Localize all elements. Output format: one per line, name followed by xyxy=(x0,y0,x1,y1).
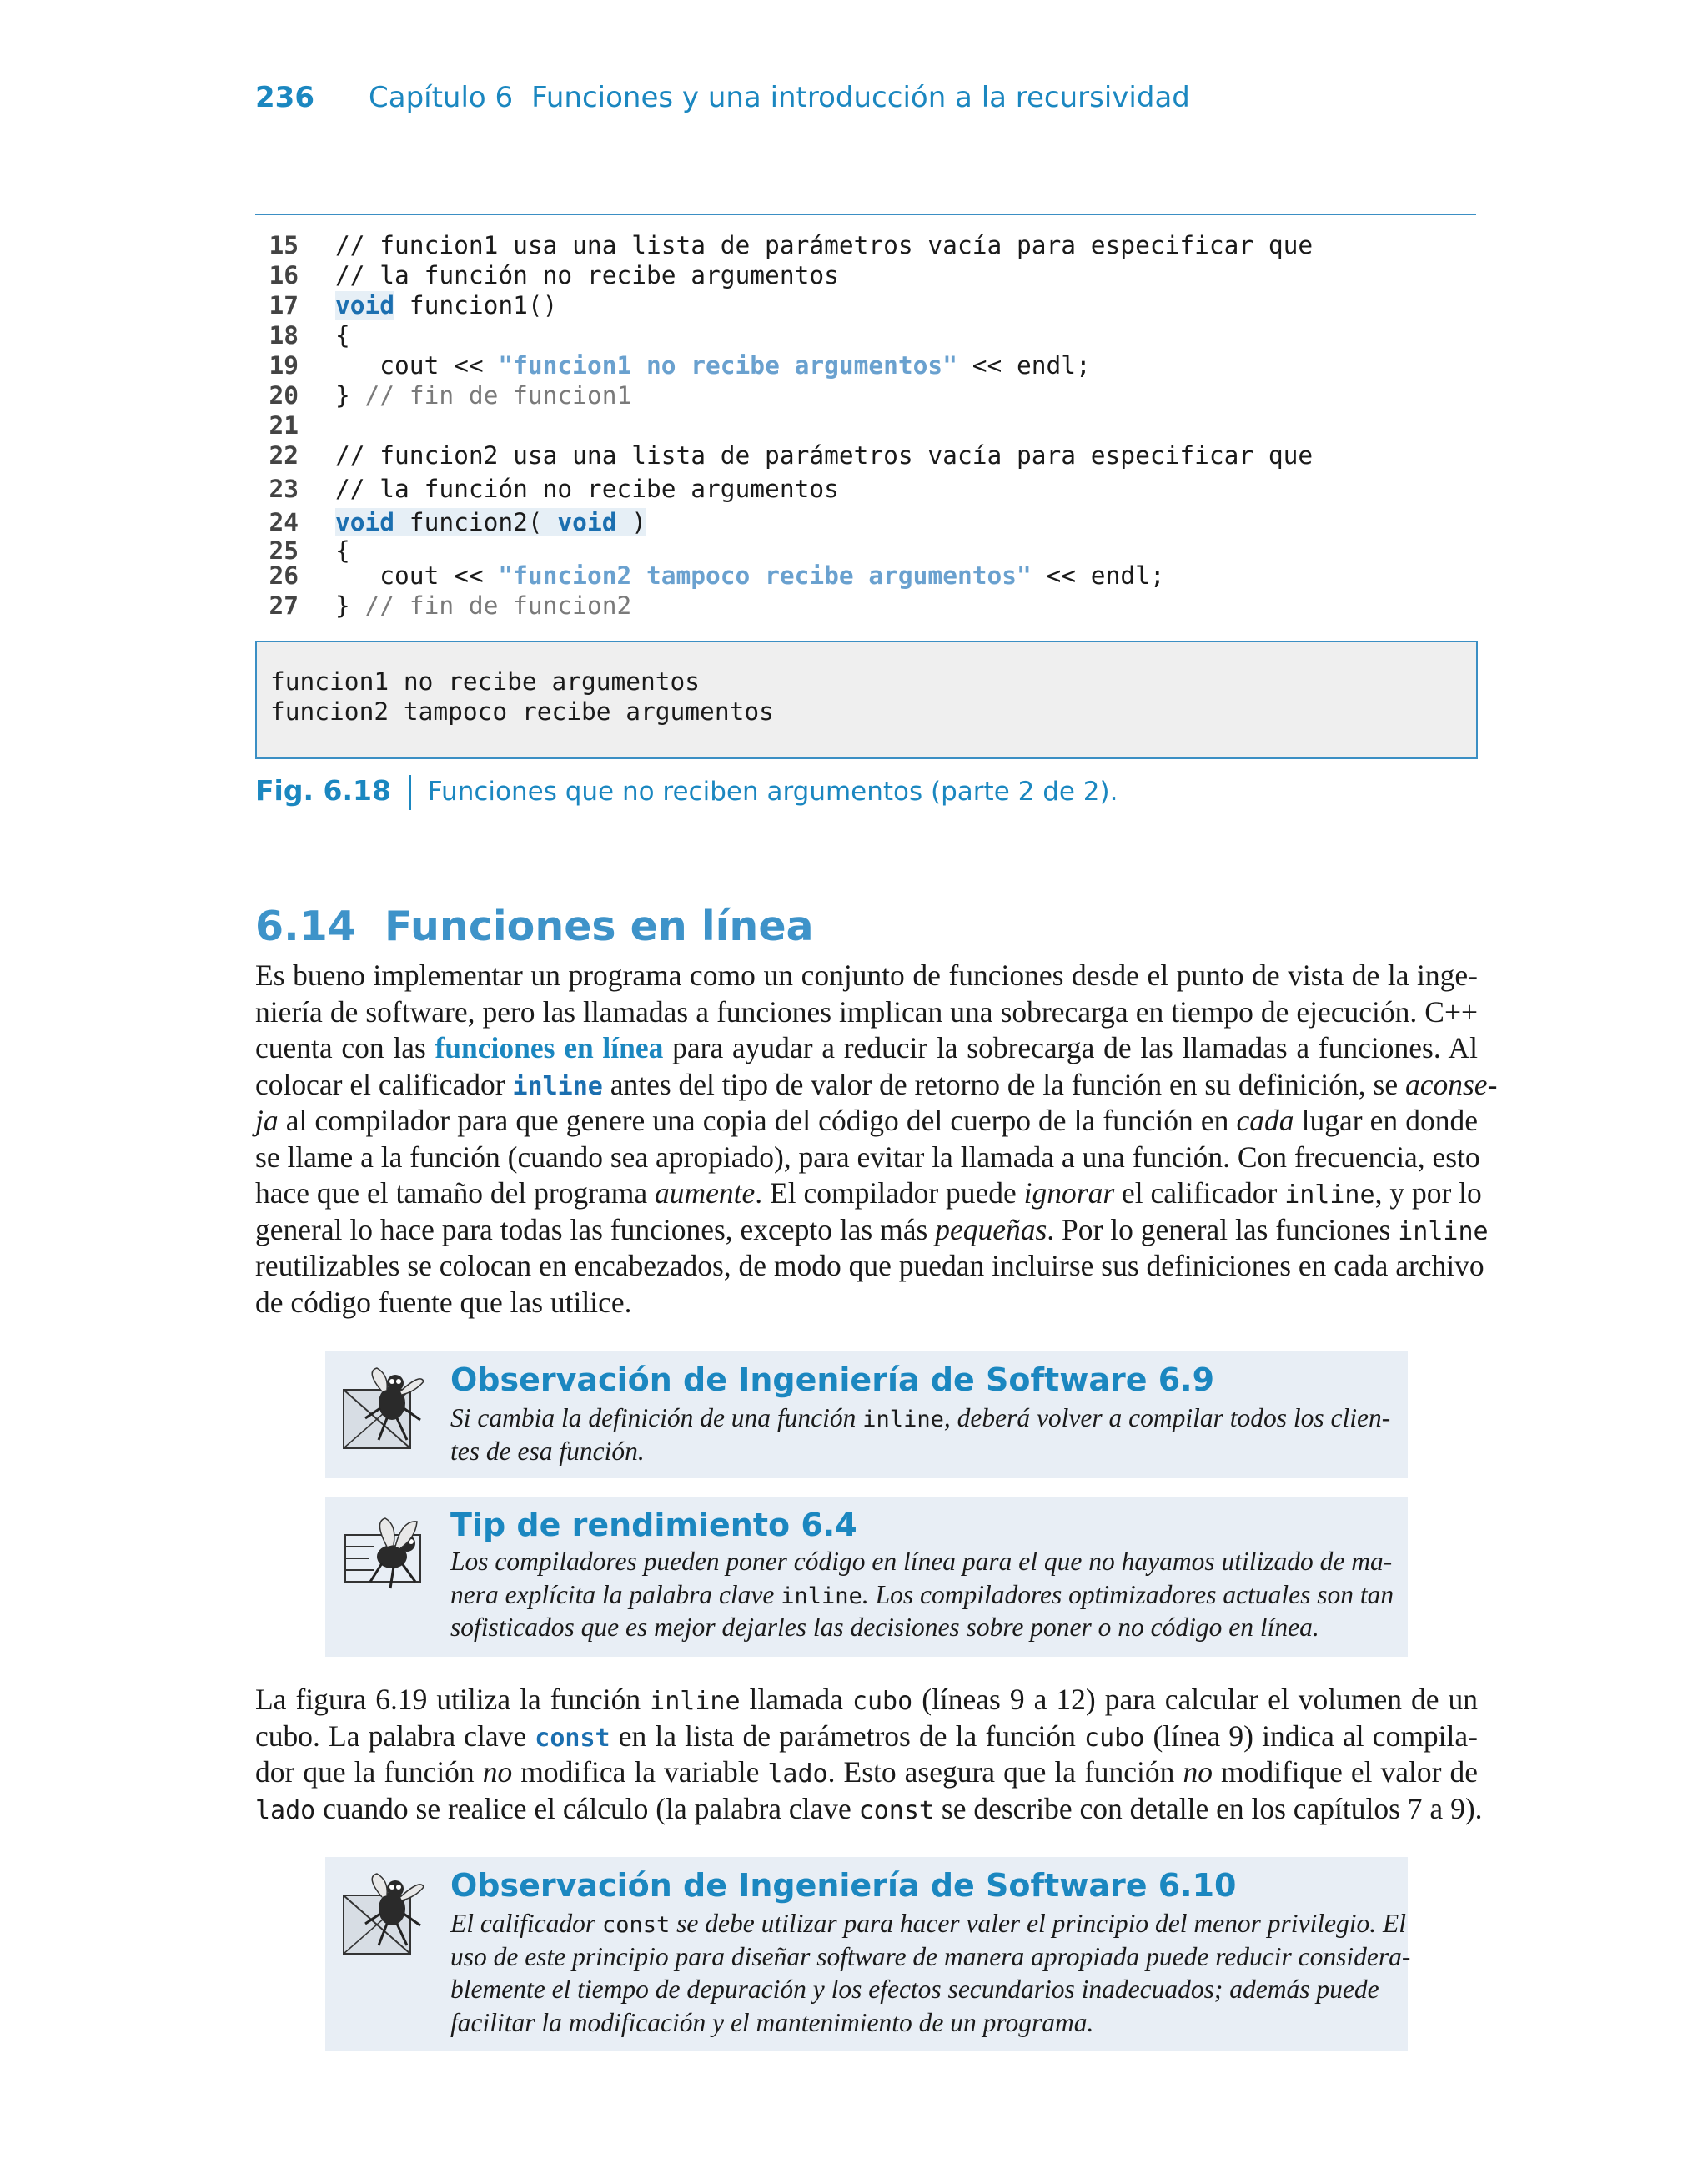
text-line: uso de este principio para diseñar software de manera apropiada puede reducir considera- xyxy=(450,1941,1411,1971)
text-fragment: lugar en donde xyxy=(1294,1104,1478,1137)
code-fragment: ) xyxy=(616,508,646,536)
code-keyword: inline xyxy=(512,1071,603,1101)
text-line xyxy=(255,1719,1478,1755)
code-fragment: } xyxy=(335,381,365,410)
inline-code: cubo xyxy=(1084,1723,1145,1753)
text-line xyxy=(255,1030,1478,1067)
bug-builder-icon xyxy=(340,1870,430,1957)
code-text: { xyxy=(335,321,350,350)
text-fragment: La figura 6.19 utiliza la función xyxy=(255,1683,651,1716)
line-number: 20 xyxy=(269,381,299,410)
inline-code: cubo xyxy=(851,1687,913,1716)
inline-code: inline xyxy=(650,1687,741,1716)
note-text xyxy=(450,1402,1391,1467)
text-fragment: . Esto asegura que la función xyxy=(827,1755,1183,1789)
keyword: void xyxy=(335,508,395,536)
text-line xyxy=(255,1754,1478,1791)
program-output xyxy=(255,641,1478,759)
code-line xyxy=(255,260,1476,290)
body-paragraph xyxy=(255,958,1498,1321)
code-line xyxy=(255,474,1476,504)
text-fragment: . El compilador puede xyxy=(755,1176,1024,1210)
tip-text xyxy=(450,1545,1394,1644)
text-line: facilitar la modificación y el mantenimiento de un programa. xyxy=(450,2007,1094,2037)
text-fragment: en la lista de parámetros de la función xyxy=(610,1719,1085,1753)
line-number: 22 xyxy=(269,441,299,470)
inline-code: inline xyxy=(781,1583,862,1609)
line-number: 15 xyxy=(269,231,299,259)
code-text xyxy=(335,591,631,621)
figure-label: Fig. 6.18 xyxy=(255,774,391,807)
text-fragment: llamada xyxy=(740,1683,852,1716)
performance-tip xyxy=(325,1497,1408,1657)
text-fragment: el calificador xyxy=(1114,1176,1285,1210)
text-fragment: modifica la variable xyxy=(512,1755,768,1789)
text-line xyxy=(255,1067,1498,1104)
text-line: Es bueno implementar un programa como un conjunto de funciones desde el punto de vista de la inge- xyxy=(255,959,1478,992)
line-number: 27 xyxy=(269,591,299,620)
text-fragment: hace que el tamaño del programa xyxy=(255,1176,656,1210)
code-fragment: << endl; xyxy=(1031,561,1165,590)
inline-code: inline xyxy=(1398,1216,1489,1246)
line-number: 16 xyxy=(269,261,299,289)
caption-divider xyxy=(409,775,411,810)
note-title: Observación de Ingeniería de Software 6.10 xyxy=(450,1867,1237,1904)
code-comment: // fin de funcion1 xyxy=(364,381,632,410)
code-text xyxy=(335,561,1165,591)
text-fragment: Si cambia la definición de una función xyxy=(450,1403,863,1432)
line-number: 23 xyxy=(269,475,299,503)
text-fragment: , y por lo xyxy=(1374,1176,1482,1210)
output-line: funcion2 tampoco recibe argumentos xyxy=(270,697,774,726)
inline-code: inline xyxy=(862,1407,944,1432)
code-line xyxy=(255,320,1476,350)
code-text: { xyxy=(335,536,350,565)
code-fragment: funcion2( xyxy=(394,508,558,536)
italic-text: aconse- xyxy=(1404,1067,1498,1101)
italic-text: pequeñas xyxy=(935,1212,1047,1246)
code-comment: // la función no recibe argumentos xyxy=(335,261,839,289)
inline-code: lado xyxy=(255,1795,316,1825)
code-comment: // funcion2 usa una lista de parámetros vacía para especificar que xyxy=(335,441,1314,470)
page-number: 236 xyxy=(255,81,314,114)
text-fragment: se describe con detalle en los capítulos 7 a 9). xyxy=(934,1791,1483,1825)
chapter-title: Funciones y una introducción a la recursividad xyxy=(531,81,1190,114)
text-fragment: al compilador para que genere una copia del código del cuerpo de la función en xyxy=(278,1104,1237,1137)
italic-text: ja xyxy=(255,1104,279,1137)
line-number: 26 xyxy=(269,561,299,590)
text-line: se llame a la función (cuando sea apropiado), para evitar la llamada a una función. Con frecuencia, esto xyxy=(255,1140,1480,1174)
text-fragment: general lo hace para todas las funciones, excepto las más xyxy=(255,1212,936,1246)
code-line xyxy=(255,410,1476,440)
text-fragment: para ayudar a reducir la sobrecarga de las llamadas a funciones. Al xyxy=(663,1031,1478,1064)
string-literal: "funcion1 no recibe argumentos" xyxy=(498,351,957,380)
text-line xyxy=(450,1907,1406,1940)
inline-code: const xyxy=(601,1912,671,1938)
code-text xyxy=(335,507,646,537)
line-number: 19 xyxy=(269,351,299,380)
code-fragment: cout << xyxy=(335,561,499,590)
code-fragment: } xyxy=(335,591,365,620)
figure-caption xyxy=(255,767,1118,814)
text-fragment: (línea 9) indica al compila- xyxy=(1144,1719,1478,1753)
code-keyword: const xyxy=(535,1723,610,1753)
italic-text: cada xyxy=(1236,1104,1294,1137)
code-text: // funcion1 usa una lista de parámetros vacía para especificar que xyxy=(335,231,1314,259)
line-number: 17 xyxy=(269,291,299,320)
code-fragment: funcion1() xyxy=(394,291,558,320)
text-fragment: , deberá volver a compilar todos los clien- xyxy=(943,1403,1391,1432)
code-text xyxy=(335,350,1091,380)
text-fragment: antes del tipo de valor de retorno de la función en su definición, se xyxy=(602,1067,1405,1101)
line-number: 25 xyxy=(269,536,299,565)
text-line xyxy=(450,1578,1394,1612)
running-header xyxy=(255,77,1190,118)
text-fragment: cuando se realice el cálculo (la palabra clave xyxy=(315,1791,859,1825)
text-fragment: El calificador xyxy=(450,1909,602,1938)
text-fragment: . Los compiladores optimizadores actuales son tan xyxy=(862,1579,1394,1609)
output-line: funcion1 no recibe argumentos xyxy=(270,667,701,696)
text-line xyxy=(255,1103,1478,1140)
code-fragment: << endl; xyxy=(957,351,1091,380)
italic-text: no xyxy=(1183,1755,1213,1789)
text-line xyxy=(255,1212,1489,1249)
text-fragment: nera explícita la palabra clave xyxy=(450,1579,781,1609)
key-term: funciones en línea xyxy=(435,1031,664,1064)
text-line: Los compiladores pueden poner código en línea para el que no hayamos utilizado de ma- xyxy=(450,1547,1393,1576)
code-line xyxy=(255,290,1476,320)
code-line xyxy=(255,350,1476,380)
code-text xyxy=(335,290,557,320)
body-paragraph xyxy=(255,1682,1483,1827)
line-number: 21 xyxy=(269,411,299,440)
text-fragment: cuenta con las xyxy=(255,1031,435,1064)
section-heading: 6.14 Funciones en línea xyxy=(255,903,814,950)
text-fragment: dor que la función xyxy=(255,1755,483,1789)
code-line xyxy=(255,561,1476,591)
text-line: tes de esa función. xyxy=(450,1436,645,1466)
bug-builder-icon xyxy=(340,1365,430,1452)
note-text xyxy=(450,1907,1411,2039)
text-fragment: se debe utilizar para hacer valer el principio del menor privilegio. El xyxy=(670,1909,1406,1938)
code-comment: // fin de funcion2 xyxy=(364,591,632,620)
text-line: reutilizables se colocan en encabezados, de modo que puedan incluirse sus definiciones en cada archivo xyxy=(255,1249,1484,1282)
text-fragment: colocar el calificador xyxy=(255,1067,513,1101)
text-line: blemente el tiempo de depuración y los efectos secundarios inadecuados; además puede xyxy=(450,1975,1379,2004)
line-number: 18 xyxy=(269,321,299,350)
string-literal: "funcion2 tampoco recibe argumentos" xyxy=(498,561,1032,590)
code-comment: // la función no recibe argumentos xyxy=(335,475,839,503)
software-engineering-note xyxy=(325,1351,1408,1478)
chapter-label: Capítulo 6 xyxy=(369,81,514,114)
text-line: de código fuente que las utilice. xyxy=(255,1285,632,1319)
text-line xyxy=(255,1791,1483,1828)
tip-title: Tip de rendimiento 6.4 xyxy=(450,1507,857,1543)
bug-speed-icon xyxy=(340,1510,430,1597)
keyword: void xyxy=(335,291,395,320)
code-line xyxy=(255,591,1476,621)
text-line: niería de software, pero las llamadas a funciones implican una sobrecarga en tiempo de ejecución. C++ xyxy=(255,994,1478,1029)
note-title: Observación de Ingeniería de Software 6.9 xyxy=(450,1361,1215,1398)
text-fragment: (líneas 9 a 12) para calcular el volumen de un xyxy=(912,1683,1479,1716)
code-text xyxy=(335,380,631,410)
code-top-rule xyxy=(255,214,1476,215)
text-fragment: modifique el valor de xyxy=(1212,1755,1478,1789)
inline-code: const xyxy=(858,1795,934,1825)
text-fragment: cubo. La palabra clave xyxy=(255,1719,535,1753)
code-line xyxy=(255,507,1476,537)
italic-text: no xyxy=(482,1755,513,1789)
italic-text: aumente xyxy=(655,1176,756,1210)
code-line xyxy=(255,230,1476,260)
inline-code: lado xyxy=(767,1759,828,1789)
text-line xyxy=(255,1682,1478,1719)
text-line xyxy=(450,1402,1391,1435)
text-fragment: . Por lo general las funciones xyxy=(1047,1212,1399,1246)
code-fragment: cout << xyxy=(335,351,499,380)
text-line: sofisticados que es mejor dejarles las decisiones sobre poner o no código en línea. xyxy=(450,1613,1319,1642)
code-line xyxy=(255,440,1476,471)
inline-code: inline xyxy=(1284,1180,1375,1210)
italic-text: ignorar xyxy=(1023,1176,1115,1210)
software-engineering-note xyxy=(325,1857,1411,2051)
line-number: 24 xyxy=(269,508,299,536)
figure-caption-text: Funciones que no reciben argumentos (parte 2 de 2). xyxy=(427,777,1118,807)
keyword: void xyxy=(557,508,617,536)
text-line xyxy=(255,1175,1482,1212)
code-line xyxy=(255,380,1476,410)
